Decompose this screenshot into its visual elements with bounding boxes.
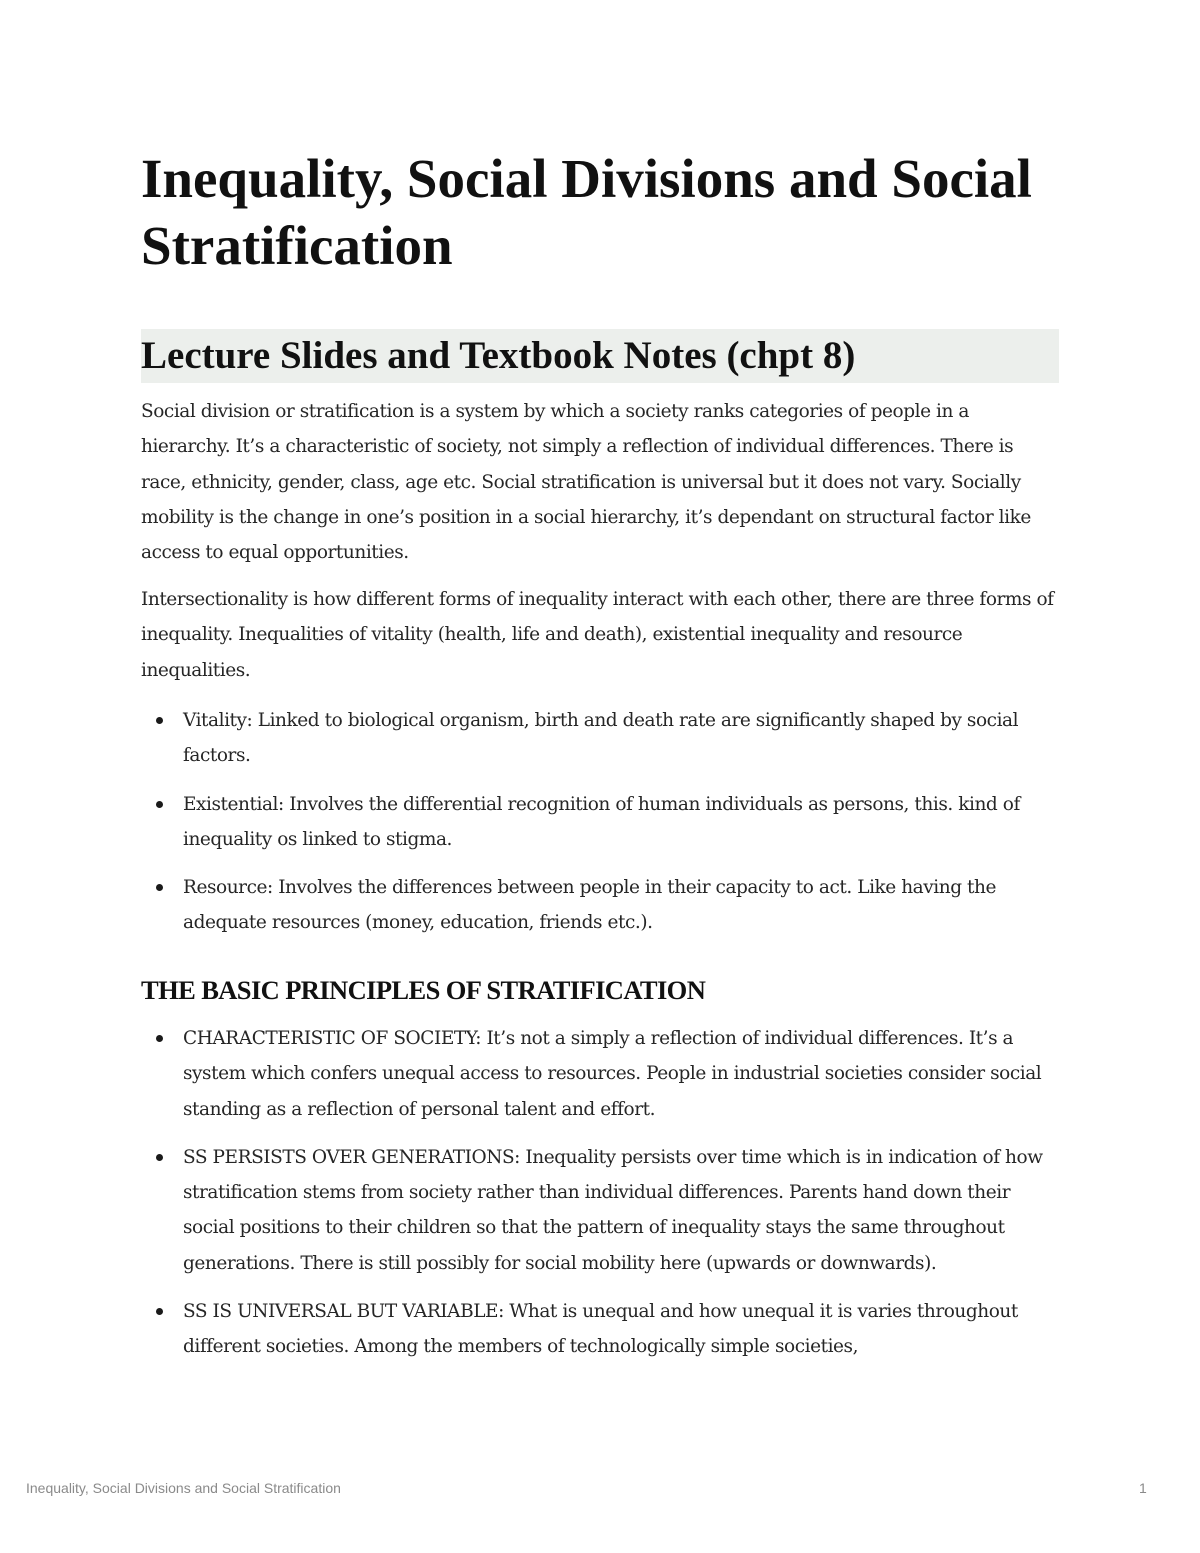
list-item-text: SS PERSISTS OVER GENERATIONS: Inequality persists over time which is in indication of how stratification stems from society rather than individual differences. Parents hand down their social positions to their children so that the pattern of inequality stays the same throughout generations. There is still possibly for social mobility here (upwards or downwards). [183,1146,1043,1274]
bullet-icon [156,801,163,808]
list-item-text: Existential: Involves the differential recognition of human individuals as persons, this. kind of inequality os linked to stigma. [183,793,1020,850]
inequality-list [141,703,1059,954]
section-heading: Lecture Slides and Textbook Notes (chpt 8) [141,329,1059,383]
paragraph-stratification: Social division or stratification is a system by which a society ranks categories of people in a hierarchy. It’s a characteristic of society, not simply a reflection of individual differences. There is race, ethnicity, gender, class, age etc. Social stratification is universal but it does not vary. Socially mobility is the change in one’s position in a social hierarchy, it’s dependant on structural factor like access to equal opportunities. [141,401,1031,564]
list-item [141,870,1059,941]
list-item [141,703,1059,774]
list-item [141,787,1059,858]
document-title: Inequality, Social Divisions and Social Stratification [141,148,1032,276]
principles-heading: THE BASIC PRINCIPLES OF STRATIFICATION [141,975,706,1005]
list-item [141,1021,1059,1127]
footer-document-title: Inequality, Social Divisions and Social Stratification [26,1480,341,1496]
bullet-icon [156,1154,163,1161]
list-item [141,1294,1059,1365]
list-item [141,1140,1059,1281]
bullet-icon [156,1308,163,1315]
list-item-text: Vitality: Linked to biological organism, birth and death rate are significantly shaped by social factors. [183,710,1019,767]
list-item-text: CHARACTERISTIC OF SOCIETY: It’s not a simply a reflection of individual differences. It’s a system which confers unequal access to resources. People in industrial societies consider social standing as a reflection of personal talent and effort. [183,1028,1042,1120]
principles-list [141,1021,1059,1378]
bullet-icon [156,1035,163,1042]
bullet-icon [156,717,163,724]
footer-page-number: 1 [1139,1480,1147,1496]
bullet-icon [156,884,163,891]
list-item-text: Resource: Involves the differences between people in their capacity to act. Like having the adequate resources (money, education, friends etc.). [183,877,996,934]
list-item-text: SS IS UNIVERSAL BUT VARIABLE: What is unequal and how unequal it is varies throughout different societies. Among the members of technologically simple societies, [183,1301,1018,1358]
paragraph-intersectionality: Intersectionality is how different forms of inequality interact with each other, there are three forms of inequality. Inequalities of vitality (health, life and death), existential inequality and resource inequalities. [141,589,1054,681]
